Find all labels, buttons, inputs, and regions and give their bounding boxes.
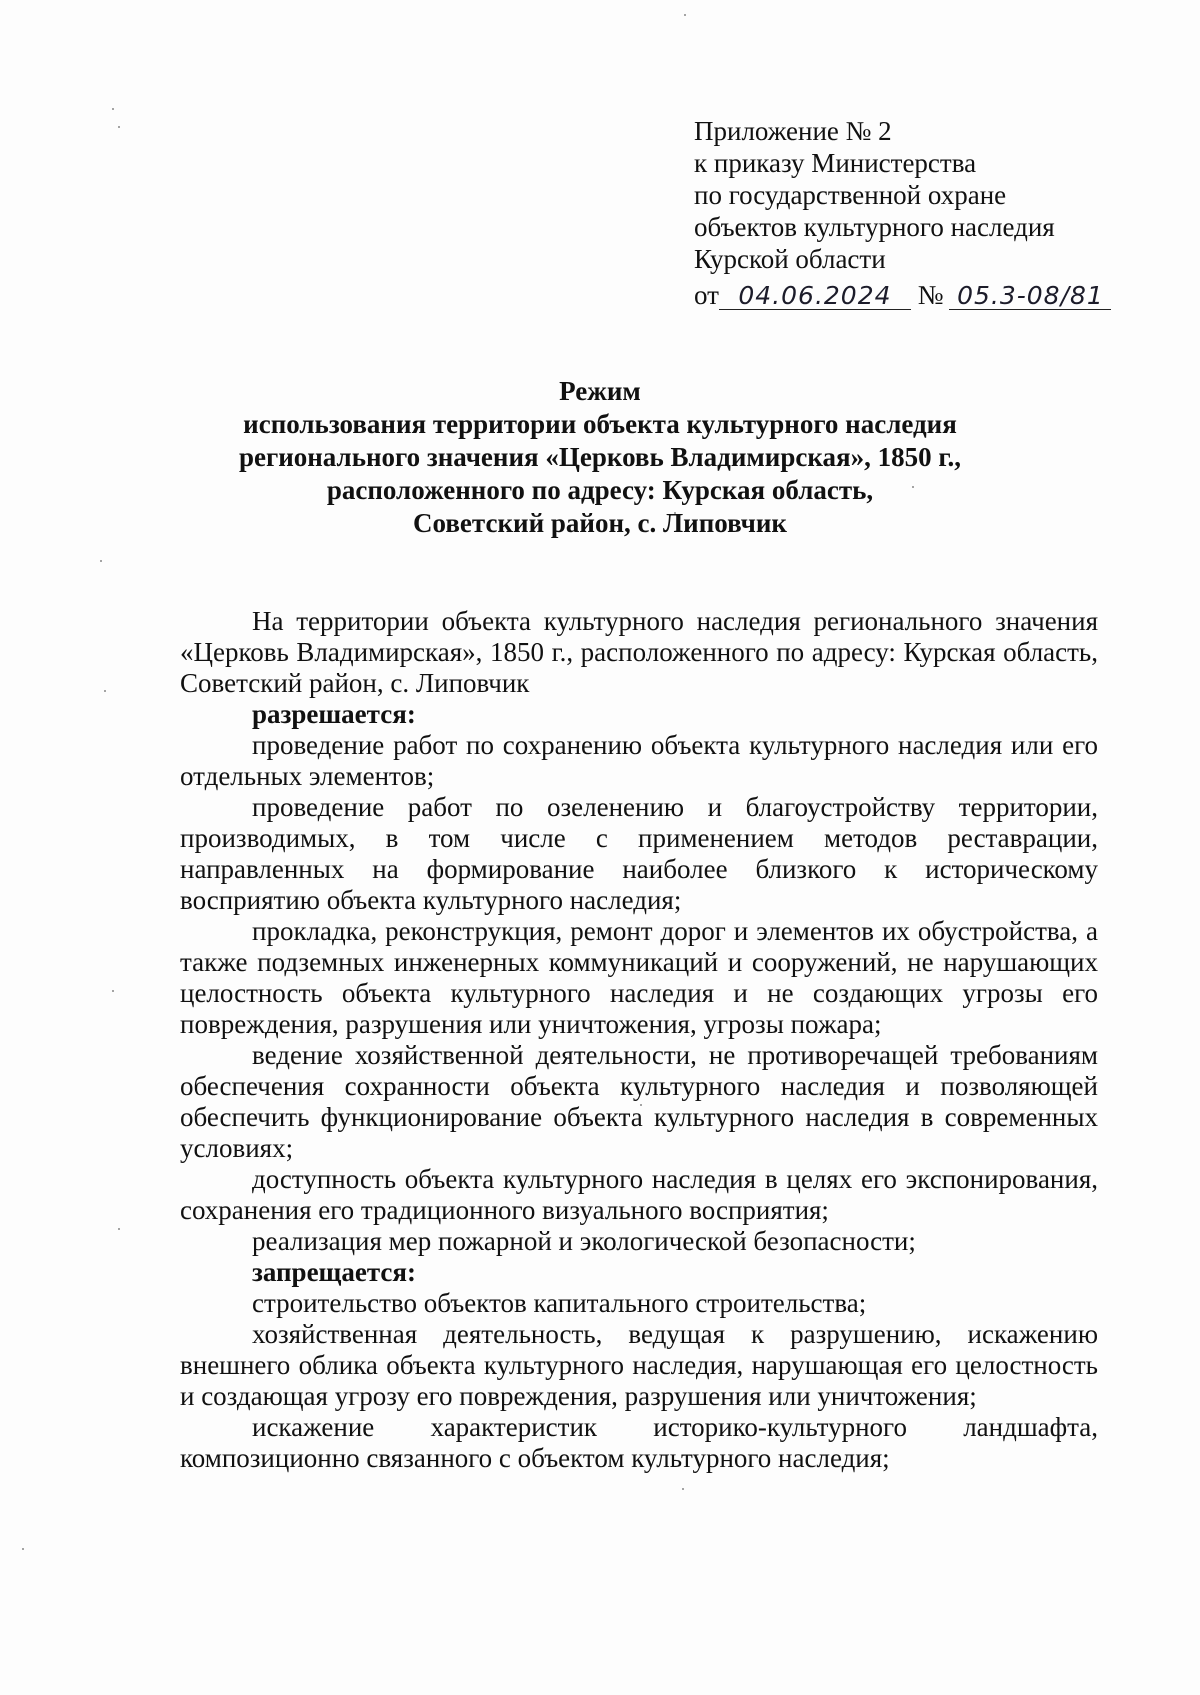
- intro-paragraph: На территории объекта культурного наследия регионального значения «Церковь Владимирская», 1850 г., расположенного по адресу: Курская область, Советский район, с. Липовчик: [180, 606, 1098, 698]
- title-line: Режим: [559, 376, 641, 406]
- forbidden-item: искажение характеристик историко-культурного ландшафта, композиционно связанного с объектом культурного наследия;: [180, 1412, 1098, 1473]
- allowed-item: доступность объекта культурного наследия в целях его экспонирования, сохранения его традиционного визуального восприятия;: [180, 1164, 1098, 1225]
- allowed-heading: разрешается:: [252, 699, 416, 729]
- document-body: [180, 606, 1098, 1474]
- allowed-item: ведение хозяйственной деятельности, не противоречащей требованиям обеспечения сохранности объекта культурного наследия и позволяющей обеспечить функционирование объекта культурного наследия в современных условиях;: [180, 1040, 1098, 1163]
- date-prefix: от: [694, 280, 719, 310]
- appendix-line: Курской области: [694, 244, 886, 274]
- order-date-line: [694, 279, 1164, 311]
- appendix-line: к приказу Министерства: [694, 148, 977, 178]
- appendix-block: [694, 115, 1164, 311]
- number-prefix: №: [917, 280, 944, 310]
- allowed-item: проведение работ по сохранению объекта культурного наследия или его отдельных элементов;: [180, 730, 1098, 791]
- forbidden-item: хозяйственная деятельность, ведущая к разрушению, искажению внешнего облика объекта культурного наследия, нарушающая его целостность и создающая угрозу его повреждения, разрушения или уничтожения;: [180, 1319, 1098, 1411]
- title-line: регионального значения «Церковь Владимирская», 1850 г.,: [238, 442, 962, 472]
- title-line: Советский район, с. Липовчик: [413, 508, 787, 538]
- title-line: расположенного по адресу: Курская область,: [326, 475, 874, 505]
- allowed-item: проведение работ по озеленению и благоустройству территории, производимых, в том числе с применением методов реставрации, направленных на формирование наиболее близкого к историческому восприятию объекта культурного наследия;: [180, 792, 1098, 915]
- forbidden-item: строительство объектов капитального строительства;: [252, 1288, 867, 1318]
- appendix-line: объектов культурного наследия: [694, 212, 1055, 242]
- handwritten-order-number: 05.3-08/81: [949, 283, 1111, 310]
- document-title: [140, 375, 1060, 540]
- appendix-line: Приложение № 2: [694, 116, 892, 146]
- allowed-item: реализация мер пожарной и экологической безопасности;: [252, 1226, 916, 1256]
- appendix-line: по государственной охране: [694, 180, 1007, 210]
- title-line: использования территории объекта культурного наследия: [243, 409, 957, 439]
- allowed-item: прокладка, реконструкция, ремонт дорог и элементов их обустройства, а также подземных инженерных коммуникаций и сооружений, не нарушающих целостность объекта культурного наследия и не создающих угрозы его повреждения, разрушения или уничтожения, угрозы пожара;: [180, 916, 1098, 1039]
- forbidden-heading: запрещается:: [252, 1257, 417, 1287]
- handwritten-date: 04.06.2024: [719, 283, 911, 310]
